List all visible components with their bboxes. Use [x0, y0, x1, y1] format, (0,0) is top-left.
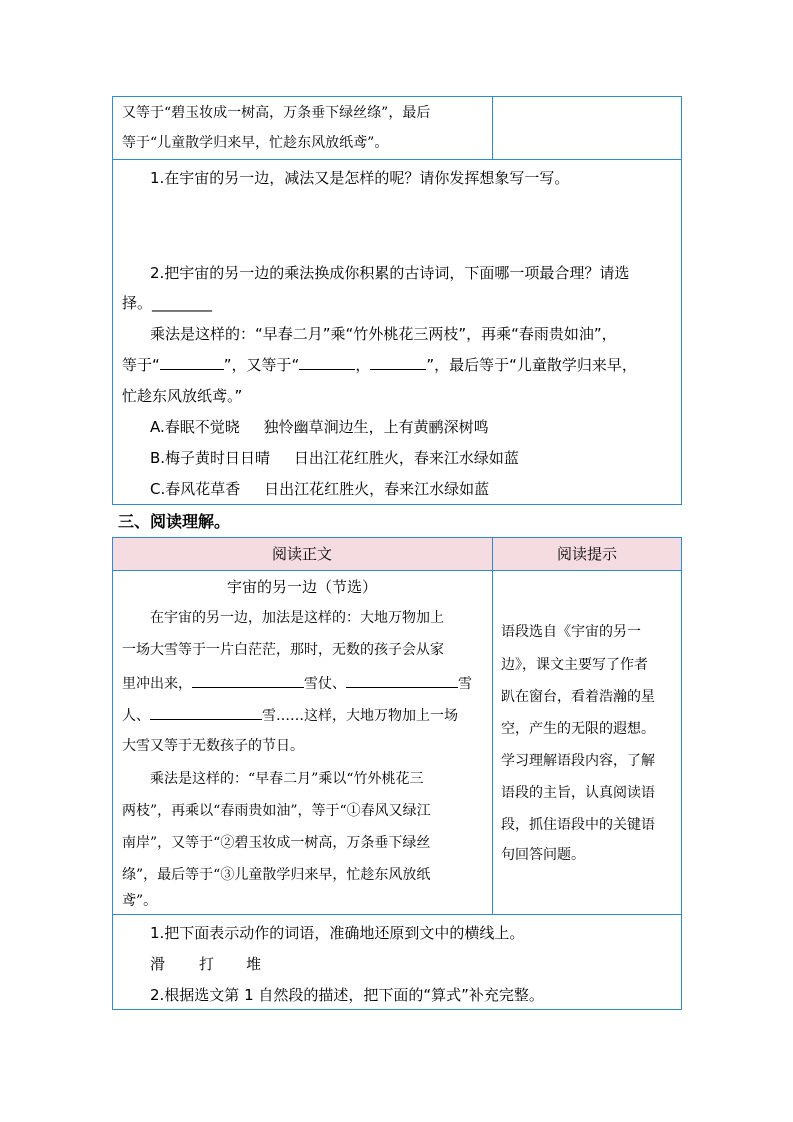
- passage-p2-line5: 鸢”。: [122, 893, 158, 909]
- multiplication-line2: 等于“ ”，又等于“ ， ”，最后等于“儿童散学归来早，: [122, 356, 637, 374]
- reading-question-1: 1.把下面表示动作的词语，准确地还原到文中的横线上。: [150, 924, 525, 942]
- answer-blank[interactable]: ________: [152, 294, 213, 312]
- word-hit: 打: [199, 955, 215, 973]
- q1-continued-line1: 又等于“碧玉妆成一树高，万条垂下绿丝绦”，最后: [122, 105, 431, 121]
- passage-blank-2[interactable]: [346, 673, 458, 688]
- section-heading: 三、阅读理解。: [118, 512, 231, 531]
- passage-p2-line3: 南岸”，又等于“②碧玉妆成一树高，万条垂下绿丝: [122, 835, 431, 851]
- top-table-row-divider: [112, 159, 682, 160]
- column-header-text: 阅读正文: [271, 545, 332, 563]
- reading-question-2: 2.根据选文第 1 自然段的描述，把下面的“算式”补充完整。: [150, 986, 544, 1004]
- passage-p1-line2: 一场大雪等于一片白茫茫，那时，无数的孩子会从家: [122, 642, 444, 658]
- multiplication-line1: 乘法是这样的：“早春二月”乘“竹外桃花三两枝”，再乘“春雨贵如油”，: [150, 325, 617, 343]
- passage-p2-line1: 乘法是这样的：“早春二月”乘以“竹外桃花三: [150, 771, 424, 787]
- column-header-hint: 阅读提示: [556, 545, 617, 563]
- hint-line3: 趴在窗台，看着浩瀚的星: [501, 689, 655, 705]
- passage-title: 宇宙的另一边（节选）: [226, 578, 377, 596]
- word-slide: 滑: [150, 955, 166, 973]
- hint-line4: 空，产生的无限的遐想。: [501, 721, 655, 737]
- reading-col-divider: [492, 537, 493, 914]
- passage-p1-line1: 在宇宙的另一边，加法是这样的：大地万物加上: [150, 610, 444, 626]
- passage-p1-line5: 大雪又等于无数孩子的节日。: [122, 738, 304, 754]
- hint-line6: 语段的主旨，认真阅读语: [501, 785, 655, 801]
- multiplication-line3: 忙趁东风放纸鸢。”: [122, 387, 243, 405]
- body-divider: [112, 914, 682, 915]
- poem-blank-2[interactable]: [299, 355, 355, 370]
- poem-blank-1[interactable]: [160, 355, 224, 370]
- top-table-col-divider: [492, 96, 493, 159]
- passage-blank-3[interactable]: [150, 705, 262, 720]
- q1-continued-line2: 等于“儿童散学归来早，忙趁东风放纸鸢”。: [122, 135, 389, 151]
- extend-question-1: 1.在宇宙的另一边，减法又是怎样的呢？请你发挥想象写一写。: [150, 169, 570, 187]
- passage-blank-1[interactable]: [192, 673, 304, 688]
- extend-question-2-line2: 择。________: [122, 294, 213, 312]
- hint-line5: 学习理解语段内容，了解: [501, 753, 655, 769]
- hint-line7: 段，抓住语段中的关键语: [501, 817, 655, 833]
- option-b[interactable]: B.梅子黄时日日晴 日出江花红胜火，春来江水绿如蓝: [150, 449, 519, 467]
- header-divider: [112, 570, 682, 571]
- hint-line1: 语段选自《宇宙的另一: [501, 624, 641, 640]
- option-c[interactable]: C.春风花草香 日出江花红胜火，春来江水绿如蓝: [150, 480, 490, 498]
- option-a[interactable]: A.春眠不觉晓 独怜幽草涧边生，上有黄鹂深树鸣: [150, 418, 489, 436]
- poem-blank-3[interactable]: [370, 355, 426, 370]
- hint-line8: 句回答问题。: [501, 847, 585, 863]
- word-pile: 堆: [246, 955, 262, 973]
- hint-line2: 边》，课文主要写了作者: [501, 657, 648, 673]
- passage-p1-line3: 里冲出来， 雪仗、 雪: [122, 673, 472, 694]
- passage-p2-line2: 两枝”，再乘以“春雨贵如油”，等于“①春风又绿江: [122, 803, 431, 819]
- passage-p2-line4: 绦”，最后等于“③儿童散学归来早，忙趁东风放纸: [122, 867, 431, 883]
- passage-p1-line4: 人、 雪……这样，大地万物加上一场: [122, 705, 458, 726]
- extend-question-2-line1: 2.把宇宙的另一边的乘法换成你积累的古诗词，下面哪一项最合理？请选: [150, 264, 630, 282]
